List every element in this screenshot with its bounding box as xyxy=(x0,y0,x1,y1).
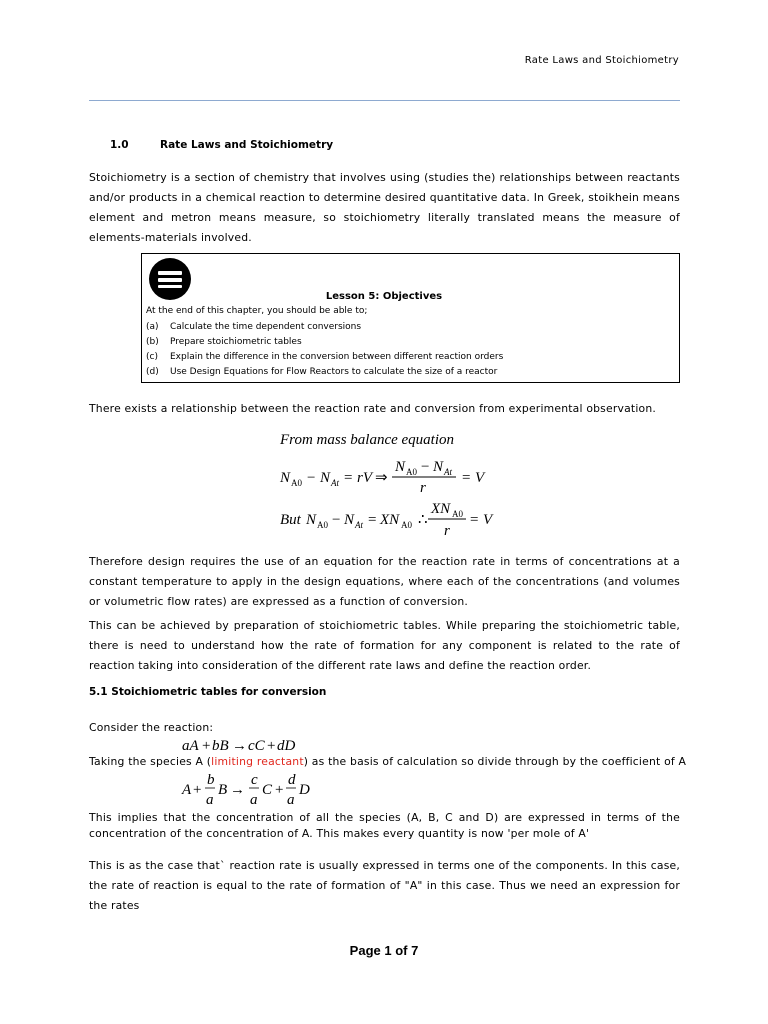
objective-item xyxy=(146,320,503,335)
svg-text:a: a xyxy=(250,792,258,808)
svg-text:At: At xyxy=(331,478,339,488)
svg-text:C: C xyxy=(262,782,273,798)
objectives-title: Lesson 5: Objectives xyxy=(325,291,443,302)
svg-text:=: = xyxy=(368,512,377,528)
objectives-intro: At the end of this chapter, you should be able to; xyxy=(146,306,368,316)
objective-text: Explain the difference in the conversion between different reaction orders xyxy=(170,352,504,362)
svg-text:a: a xyxy=(287,792,295,808)
reaction-equation xyxy=(180,734,320,754)
objective-marker: (c) xyxy=(146,352,158,362)
objective-item xyxy=(146,365,503,380)
svg-text:dD: dD xyxy=(277,738,296,754)
svg-text:N: N xyxy=(320,470,331,486)
svg-text:a: a xyxy=(206,792,214,808)
section-number: 1.0 xyxy=(110,139,129,151)
svg-text:A0: A0 xyxy=(401,520,412,530)
svg-text:XN: XN xyxy=(380,512,400,528)
svg-text:A0: A0 xyxy=(452,509,463,519)
svg-text:→: → xyxy=(230,782,245,798)
stoichiometric-table-paragraph: This can be achieved by preparation of stoichiometric tables. While preparing the stoichiometric table, there is need to understand how the rate of formation for any component is related to the rate of reaction taking into consideration of the different rate laws and define the reaction order. xyxy=(89,619,680,672)
svg-text:→: → xyxy=(232,738,247,754)
equation-1 xyxy=(276,455,506,495)
svg-text:cC: cC xyxy=(248,738,265,754)
svg-text:−: − xyxy=(421,459,430,475)
intro-paragraph: Stoichiometry is a section of chemistry that involves using (studies the) relationships between reactants and/or products in a chemical reaction to determine desired quantitative data. In Greek, stoikhein means element and metron means measure, so stoichiometry literally translated means the measure of elements-materials involved. xyxy=(89,171,680,244)
svg-text:A0: A0 xyxy=(291,478,302,488)
svg-text:−: − xyxy=(307,470,316,486)
objective-marker: (a) xyxy=(146,322,159,332)
svg-text:N: N xyxy=(433,459,444,475)
objectives-list xyxy=(146,320,503,380)
svg-text:N: N xyxy=(280,470,291,486)
svg-text:A0: A0 xyxy=(317,520,328,530)
equation-heading: From mass balance equation xyxy=(280,432,455,448)
case-paragraph: This is as the case that` reaction rate is usually expressed in terms one of the components. In this case, the rate of reaction is equal to the rate of formation of "A" in this case. Thus we need an expression for the rates xyxy=(89,859,680,912)
svg-text:+: + xyxy=(202,738,211,754)
svg-text:N: N xyxy=(395,459,406,475)
svg-text:b: b xyxy=(207,772,215,788)
svg-text:V: V xyxy=(475,470,485,486)
svg-text:+: + xyxy=(275,782,284,798)
svg-text:At: At xyxy=(444,467,452,477)
objective-item xyxy=(146,335,503,350)
svg-text:V: V xyxy=(483,512,493,528)
taking-line xyxy=(89,755,686,768)
svg-text:c: c xyxy=(251,772,258,788)
header-rule xyxy=(89,100,680,101)
svg-text:D: D xyxy=(299,782,310,798)
svg-text:d: d xyxy=(288,772,296,788)
objective-text: Calculate the time dependent conversions xyxy=(170,322,362,332)
svg-text:N: N xyxy=(306,512,317,528)
section-title: Rate Laws and Stoichiometry xyxy=(160,139,334,151)
design-paragraph: Therefore design requires the use of an equation for the reaction rate in terms of concentrations at a constant temperature to apply in the design equations, where each of the concentrations (and volumes or volumetric flow rates) are expressed as a function of conversion. xyxy=(89,555,680,608)
objective-text: Use Design Equations for Flow Reactors to calculate the size of a reactor xyxy=(170,367,498,377)
svg-text:B: B xyxy=(218,782,228,798)
taking-line-before: Taking the species A ( xyxy=(89,755,212,768)
svg-text:=: = xyxy=(344,470,353,486)
svg-text:A0: A0 xyxy=(406,467,417,477)
implies-paragraph: This implies that the concentration of all the species (A, B, C and D) are expressed in terms of the concentration of the concentration of A. This makes every quantity is now 'per mole of A' xyxy=(89,811,680,840)
svg-text:aA: aA xyxy=(182,738,199,754)
svg-text:r: r xyxy=(444,523,450,539)
running-header: Rate Laws and Stoichiometry xyxy=(524,55,679,66)
svg-text:−: − xyxy=(332,512,341,528)
svg-text:A: A xyxy=(182,782,192,798)
svg-text:=: = xyxy=(470,512,479,528)
objective-marker: (d) xyxy=(146,367,159,377)
objective-item xyxy=(146,350,503,365)
svg-text:XN: XN xyxy=(431,501,451,517)
limiting-reactant-highlight: limiting reactant xyxy=(211,755,304,768)
relationship-sentence: There exists a relationship between the reaction rate and conversion from experimental observation. xyxy=(89,402,657,415)
objective-marker: (b) xyxy=(146,337,159,347)
svg-text:∴: ∴ xyxy=(418,512,428,528)
svg-text:⇒: ⇒ xyxy=(375,470,388,486)
objective-text: Prepare stoichiometric tables xyxy=(170,337,302,347)
svg-text:+: + xyxy=(193,782,202,798)
svg-text:r: r xyxy=(420,480,426,495)
consider-line: Consider the reaction: xyxy=(89,721,214,734)
normalized-equation xyxy=(180,772,330,810)
svg-text:=: = xyxy=(462,470,471,486)
svg-text:At: At xyxy=(355,520,363,530)
svg-text:N: N xyxy=(344,512,355,528)
svg-text:+: + xyxy=(267,738,276,754)
svg-text:bB: bB xyxy=(212,738,229,754)
subsection-heading: 5.1 Stoichiometric tables for conversion xyxy=(89,686,327,698)
taking-line-after: ) as the basis of calculation so divide through by the coefficient of A xyxy=(303,755,687,768)
equation-2 xyxy=(276,497,506,539)
page-number: Page 1 of 7 xyxy=(349,943,419,958)
section-heading xyxy=(110,139,333,151)
svg-text:But: But xyxy=(280,512,301,528)
svg-text:rV: rV xyxy=(357,470,372,486)
